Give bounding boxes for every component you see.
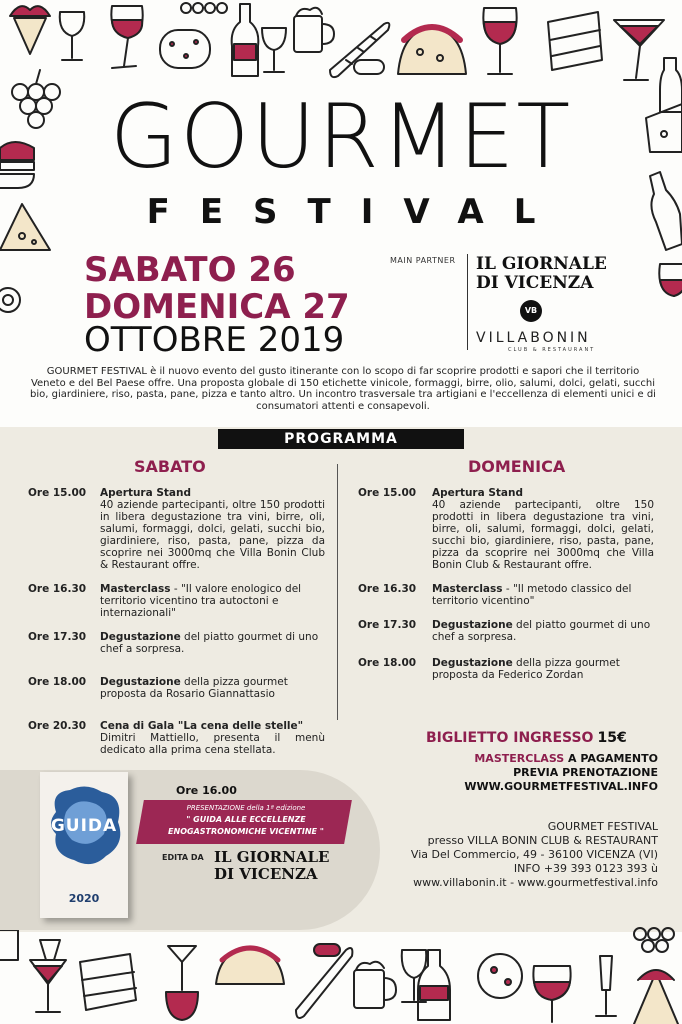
guide-time: Ore 16.00 [176, 784, 237, 797]
ticket-price: 15€ [597, 730, 627, 746]
event-time: Ore 17.30 [28, 631, 87, 643]
address-line4: INFO +39 393 0123 393 ù [513, 862, 658, 875]
giornale-vicenza-logo [476, 255, 607, 293]
wine-glass-right-icon [659, 264, 682, 296]
bread-icon [354, 60, 384, 74]
red-wine-glass-icon [111, 6, 142, 68]
main-partner-label: MAIN PARTNER [390, 256, 456, 265]
event-desc: - "Il valore enologico del territorio vicentino tra autoctoni e internazionali" [100, 583, 302, 619]
partner-divider [467, 254, 468, 350]
beer-mug-icon [294, 8, 334, 52]
bottom-salami-slice-icon [478, 954, 522, 998]
event-title: Masterclass [100, 583, 171, 595]
masterclass-label: MASTERCLASS [474, 752, 565, 765]
event-title: Degustazione [100, 676, 181, 688]
bottom-glass-icon [166, 946, 198, 1020]
masterclass-info [420, 752, 658, 794]
bottom-baguette-icon [296, 948, 352, 1018]
bottom-wine-glass-icon [402, 950, 427, 1002]
guide-title-line1: " GUIDA ALLE ECCELLENZE [186, 815, 306, 824]
event-title: Degustazione [100, 631, 181, 643]
event-desc: della pizza gourmet proposta da Federico Zordan [432, 657, 620, 681]
date-saturday: SABATO 26 [84, 250, 296, 290]
cocktail-glass-icon [614, 20, 664, 80]
taco-icon [398, 27, 466, 74]
bottom-flute-icon [596, 956, 616, 1016]
event-title: Degustazione [432, 657, 513, 669]
publisher-line2: DI VICENZA [214, 865, 318, 883]
festival-title: GOURMET [109, 85, 573, 188]
event-desc: del piatto gourmet di uno chef a sorpresa. [100, 631, 319, 655]
bottom-bottle-icon [418, 950, 450, 1020]
baguette-icon [330, 23, 389, 77]
ticket-label: BIGLIETTO INGRESSO [426, 730, 594, 746]
domenica-heading: DOMENICA [468, 457, 566, 476]
event-time: Ore 15.00 [358, 487, 417, 499]
prenotazione-text: PREVIA PRENOTAZIONE [513, 766, 658, 779]
date-sunday: DOMENICA 27 [84, 287, 350, 327]
programma-heading: PROGRAMMA [218, 429, 464, 449]
event-title: Degustazione [432, 619, 513, 631]
date-month-year: OTTOBRE 2019 [84, 320, 345, 360]
guide-publisher-logo [214, 849, 329, 883]
ice-cream-icon [10, 6, 50, 54]
guide-presentation: PRESENTAZIONE della 1ª edizione [186, 804, 306, 812]
book-title: GUIDA [50, 816, 118, 836]
festival-subtitle: FESTIVAL [146, 192, 566, 232]
bottom-cheese-icon [0, 930, 18, 960]
masterclass-payment: A PAGAMENTO [564, 752, 658, 765]
event-title: Masterclass [432, 583, 503, 595]
giornale-line1: IL GIORNALE [476, 254, 607, 274]
event-desc: 40 aziende partecipanti, oltre 150 prodotti in libera degustazione tra vini, birre, oli, salumi, formaggi, dolci, gelati, succhi bio, giardiniere, riso, pasta, pane, pizza da scoprire nei 3000mq che Villa Bonin Club & Restaurant offre. [432, 499, 654, 571]
address-line3: Via Del Commercio, 49 - 36100 VICENZA (VI) [410, 848, 658, 861]
barrel-icon [548, 12, 602, 70]
website-link[interactable]: WWW.GOURMETFESTIVAL.INFO [464, 780, 658, 793]
bottom-cocktail-icon [30, 940, 66, 1012]
villa-bonin-mark-icon: VB [520, 300, 542, 322]
event-time: Ore 16.30 [358, 583, 417, 595]
ticket-info [426, 730, 627, 746]
intro-paragraph: GOURMET FESTIVAL è il nuovo evento del gusto itinerante con lo scopo di far scoprire prodotti e sapori che il territorio Veneto e del Bel Paese offre. Una proposta globale di 150 etichette vinicole, formaggi, birre, olio, salumi, dolci, gelati, succhi bio, giardiniere, riso, pasta, pane, pizza e tanto altro. Un incontro trasversale tra artigiani e l'eccellenza di elementi unici e di consumatori attenti e consapevoli. [30, 366, 656, 412]
event-time: Ore 18.00 [358, 657, 417, 669]
book-year: 2020 [68, 892, 100, 905]
pretzel-icon [0, 288, 20, 312]
bottom-barrel-icon [80, 954, 136, 1010]
event-time: Ore 20.30 [28, 720, 87, 732]
red-wine-goblet-icon [483, 8, 516, 74]
bottom-red-glass-icon [533, 966, 570, 1022]
event-time: Ore 17.30 [358, 619, 417, 631]
guide-book-cover [40, 772, 128, 918]
white-wine-glass-icon [262, 28, 286, 72]
event-title: Cena di Gala "La cena delle stelle" [100, 720, 304, 732]
edita-da-label: EDITA DA [162, 853, 204, 862]
bottom-taco-icon [216, 948, 284, 984]
guide-ribbon-text [146, 802, 346, 838]
event-desc: Dimitri Mattiello, presenta il menù dedicato alla prima cena stellata. [100, 732, 325, 756]
villa-bonin-name: VILLABONIN [476, 330, 591, 346]
venue-address [360, 820, 658, 890]
salami-icon [160, 30, 210, 68]
bottom-beer-icon [354, 962, 396, 1008]
villa-bonin-subtitle: CLUB & RESTAURANT [508, 347, 596, 353]
address-websites[interactable]: www.villabonin.it - www.gourmetfestival.info [413, 876, 658, 889]
bottom-salami-icon [314, 944, 340, 956]
event-desc: della pizza gourmet proposta da Rosario Giannattasio [100, 676, 288, 700]
event-desc: del piatto gourmet di uno chef a sorpresa. [432, 619, 651, 643]
bottom-ice-cream-icon [634, 970, 678, 1024]
event-time: Ore 18.00 [28, 676, 87, 688]
giornale-line2: DI VICENZA [476, 273, 594, 293]
event-title: Apertura Stand [100, 487, 192, 499]
sabato-heading: SABATO [134, 457, 206, 476]
event-title: Apertura Stand [432, 487, 524, 499]
grape-bunch-icon [181, 3, 227, 13]
publisher-line1: IL GIORNALE [214, 848, 330, 866]
wine-bottle-icon [232, 4, 259, 76]
wine-glass-icon [60, 12, 85, 60]
event-time: Ore 15.00 [28, 487, 87, 499]
event-desc: - "Il metodo classico del territorio vicentino" [432, 583, 632, 607]
event-time: Ore 16.30 [28, 583, 87, 595]
column-divider [337, 464, 338, 720]
event-desc: 40 aziende partecipanti, oltre 150 prodotti in libera degustazione tra vini, birre, oli, salumi, formaggi, dolci, gelati, succhi bio, giardiniere, riso, pasta, pane, pizza da scoprire nei 3000mq che Villa Bonin Club & Restaurant offre. [100, 499, 325, 571]
guide-title-line2: ENOGASTRONOMICHE VICENTINE " [168, 827, 324, 836]
address-line1: GOURMET FESTIVAL [547, 820, 658, 833]
address-line2: presso VILLA BONIN CLUB & RESTAURANT [427, 834, 658, 847]
